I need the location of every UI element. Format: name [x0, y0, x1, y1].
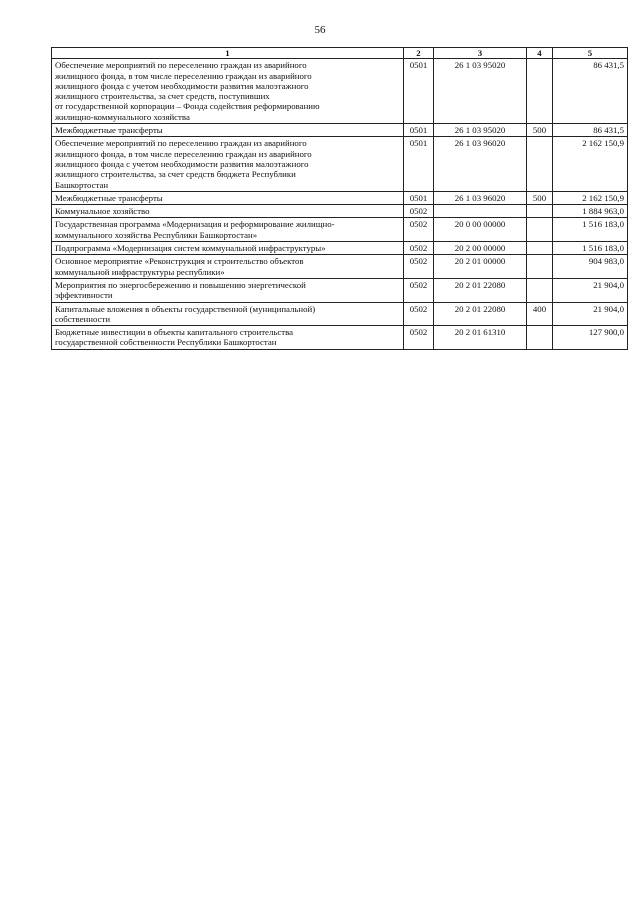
row-name-cell: Государственная программа «Модернизация и реформирование жилищно- коммунального хозяйства Республики Башкортостан» [52, 218, 404, 242]
row-code-cell: 20 2 00 00000 [434, 242, 527, 255]
page-number: 56 [314, 24, 326, 36]
table-row [52, 326, 628, 350]
row-kind-cell: 400 [527, 302, 553, 326]
row-amount-cell: 904 983,0 [553, 255, 628, 279]
row-section-cell: 0502 [404, 326, 434, 350]
row-kind-cell [527, 59, 553, 124]
row-name-cell: Коммунальное хозяйство [52, 205, 404, 218]
row-amount-cell: 21 904,0 [553, 302, 628, 326]
row-kind-cell [527, 326, 553, 350]
table-header-row [52, 48, 628, 59]
table-row [52, 218, 628, 242]
row-name-cell: Обеспечение мероприятий по переселению граждан из аварийного жилищного фонда, в том числе переселению граждан из аварийного жилищного фонда с учетом необходимости развития малоэтажного жилищного строительства, за счет средств, поступивших от государственной корпорации – Фонда содействия реформированию жилищно-коммунального хозяйства [52, 59, 404, 124]
row-code-cell: 26 1 03 95020 [434, 124, 527, 137]
row-section-cell: 0502 [404, 278, 434, 302]
table-row [52, 59, 628, 124]
row-kind-cell [527, 137, 553, 191]
row-section-cell: 0501 [404, 124, 434, 137]
row-kind-cell [527, 255, 553, 279]
row-code-cell: 26 1 03 96020 [434, 191, 527, 204]
table-row [52, 205, 628, 218]
row-name-cell: Межбюджетные трансферты [52, 191, 404, 204]
row-amount-cell: 2 162 150,9 [553, 137, 628, 191]
row-section-cell: 0502 [404, 255, 434, 279]
row-amount-cell: 2 162 150,9 [553, 191, 628, 204]
column-header-1: 1 [52, 48, 404, 59]
row-kind-cell [527, 218, 553, 242]
row-kind-cell [527, 242, 553, 255]
budget-table [51, 47, 628, 350]
row-code-cell: 20 2 01 61310 [434, 326, 527, 350]
row-section-cell: 0501 [404, 191, 434, 204]
row-code-cell: 26 1 03 96020 [434, 137, 527, 191]
row-name-cell: Основное мероприятие «Реконструкция и строительство объектов коммунальной инфраструктуры республики» [52, 255, 404, 279]
row-section-cell: 0502 [404, 242, 434, 255]
row-section-cell: 0502 [404, 302, 434, 326]
table-row [52, 137, 628, 191]
table-row [52, 191, 628, 204]
row-name-cell: Подпрограмма «Модернизация систем коммунальной инфраструктуры» [52, 242, 404, 255]
row-amount-cell: 1 516 183,0 [553, 218, 628, 242]
row-code-cell: 26 1 03 95020 [434, 59, 527, 124]
row-kind-cell [527, 278, 553, 302]
row-code-cell: 20 2 01 22080 [434, 302, 527, 326]
column-header-2: 2 [404, 48, 434, 59]
row-name-cell: Межбюджетные трансферты [52, 124, 404, 137]
row-section-cell: 0502 [404, 205, 434, 218]
row-section-cell: 0502 [404, 218, 434, 242]
row-kind-cell [527, 205, 553, 218]
row-name-cell: Капитальные вложения в объекты государственной (муниципальной) собственности [52, 302, 404, 326]
row-kind-cell: 500 [527, 191, 553, 204]
row-code-cell [434, 205, 527, 218]
column-header-4: 4 [527, 48, 553, 59]
row-amount-cell: 21 904,0 [553, 278, 628, 302]
row-name-cell: Обеспечение мероприятий по переселению граждан из аварийного жилищного фонда, в том числе переселению граждан из аварийного жилищного фонда с учетом необходимости развития малоэтажного жилищного строительства, за счет средств бюджета Республики Башкортостан [52, 137, 404, 191]
table-row [52, 278, 628, 302]
row-amount-cell: 1 884 963,0 [553, 205, 628, 218]
row-code-cell: 20 2 01 22080 [434, 278, 527, 302]
row-amount-cell: 86 431,5 [553, 59, 628, 124]
row-code-cell: 20 0 00 00000 [434, 218, 527, 242]
table-row [52, 242, 628, 255]
row-section-cell: 0501 [404, 59, 434, 124]
column-header-3: 3 [434, 48, 527, 59]
table-row [52, 124, 628, 137]
table-row [52, 255, 628, 279]
table-row [52, 302, 628, 326]
row-amount-cell: 127 900,0 [553, 326, 628, 350]
row-kind-cell: 500 [527, 124, 553, 137]
row-code-cell: 20 2 01 00000 [434, 255, 527, 279]
row-amount-cell: 86 431,5 [553, 124, 628, 137]
row-name-cell: Бюджетные инвестиции в объекты капитального строительства государственной собственности Республики Башкортостан [52, 326, 404, 350]
column-header-5: 5 [553, 48, 628, 59]
row-section-cell: 0501 [404, 137, 434, 191]
row-amount-cell: 1 516 183,0 [553, 242, 628, 255]
row-name-cell: Мероприятия по энергосбережению и повышению энергетической эффективности [52, 278, 404, 302]
